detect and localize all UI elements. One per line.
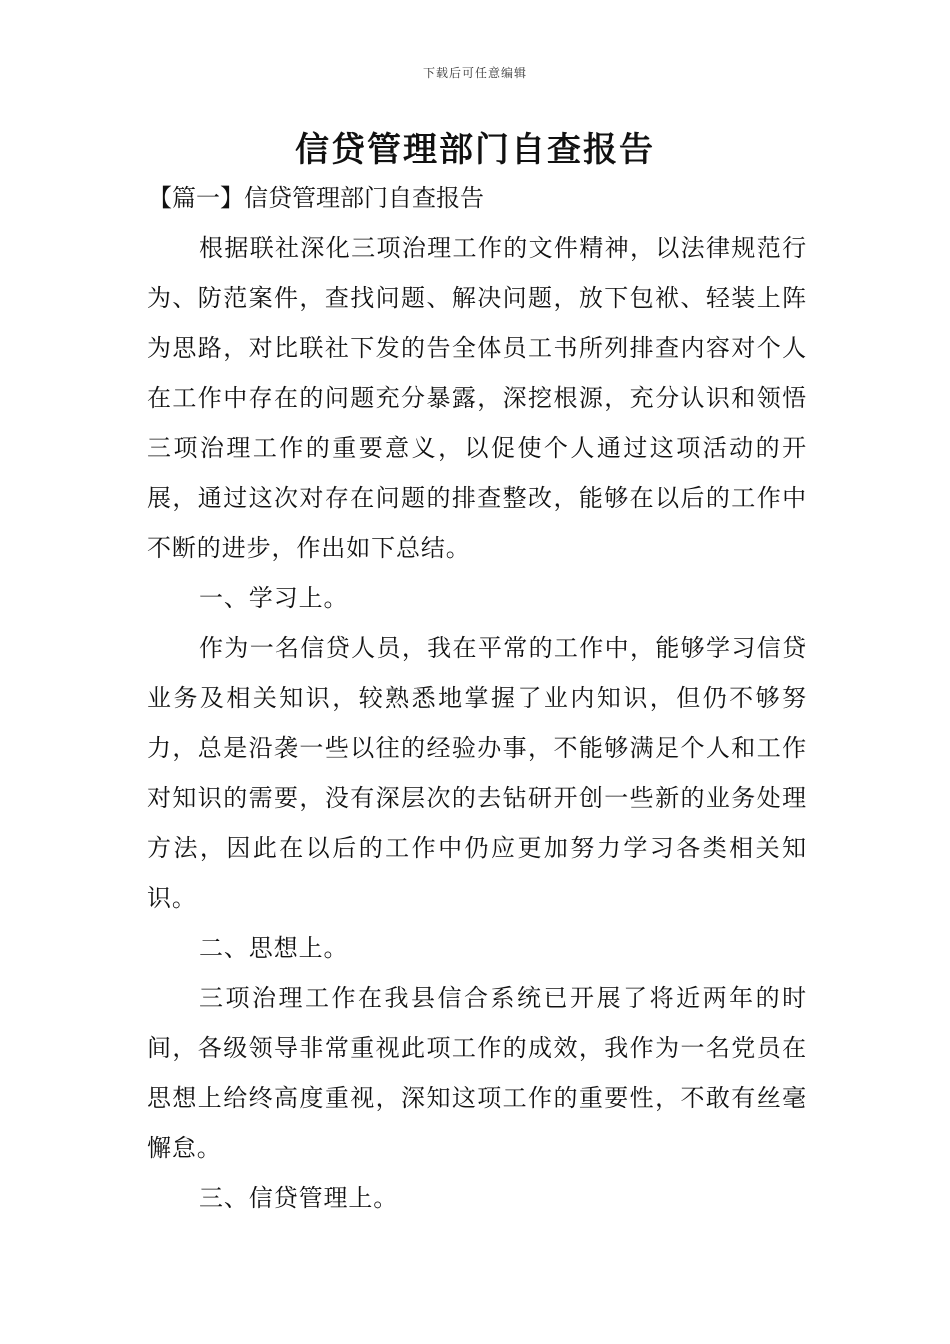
heading-credit-management: 三、信贷管理上。 (199, 1184, 399, 1212)
document-title: 信贷管理部门自查报告 (295, 130, 655, 170)
section-heading: 【篇一】信贷管理部门自查报告 (148, 184, 484, 212)
document-body (147, 223, 807, 1223)
heading-study: 一、学习上。 (199, 584, 349, 612)
heading-thought: 二、思想上。 (199, 934, 349, 962)
paragraph-study: 作为一名信贷人员，我在平常的工作中，能够学习信贷业务及相关知识，较熟悉地掌握了业内知识，但仍不够努力，总是沿袭一些以往的经验办事，不能够满足个人和工作对知识的需要，没有深层次的去钻研开创一些新的业务处理方法，因此在以后的工作中仍应更加努力学习各类相关知识。 (147, 634, 807, 912)
paragraph-thought: 三项治理工作在我县信合系统已开展了将近两年的时间，各级领导非常重视此项工作的成效，我作为一名党员在思想上给终高度重视，深知这项工作的重要性，不敢有丝毫懈怠。 (147, 984, 807, 1162)
header-note: 下载后可任意编辑 (422, 66, 527, 80)
paragraph-intro: 根据联社深化三项治理工作的文件精神，以法律规范行为、防范案件，查找问题、解决问题，放下包袱、轻装上阵为思路，对比联社下发的告全体员工书所列排查内容对个人在工作中存在的问题充分暴露，深挖根源，充分认识和领悟三项治理工作的重要意义，以促使个人通过这项活动的开展，通过这次对存在问题的排查整改，能够在以后的工作中不断的进步，作出如下总结。 (147, 234, 807, 562)
